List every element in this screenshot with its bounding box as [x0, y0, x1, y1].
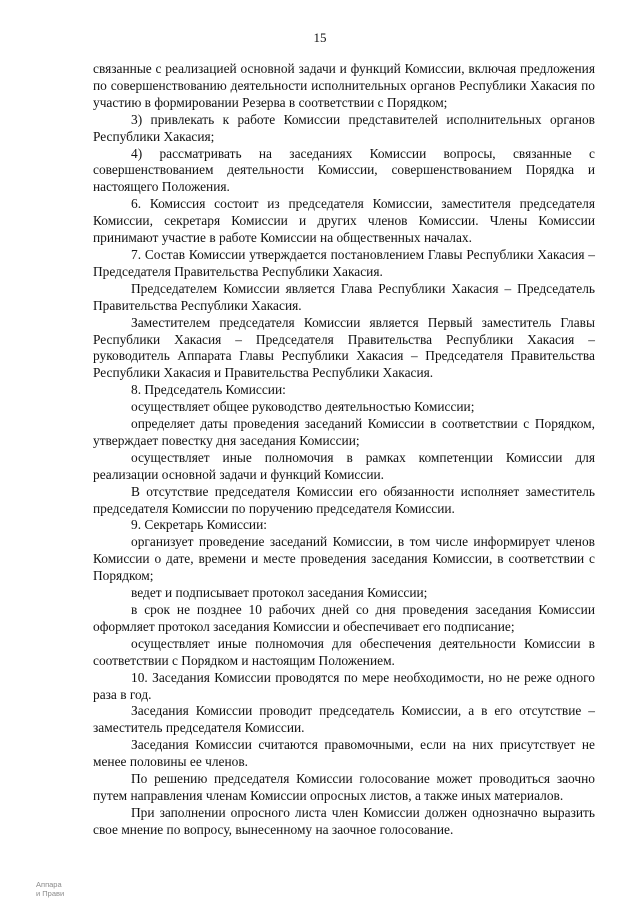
paragraph: По решению председателя Комиссии голосование может проводиться заочно путем направления членам Комиссии опросных листов, а также иных материалов. [93, 771, 595, 803]
paragraph: определяет даты проведения заседаний Комиссии в соответствии с Порядком, утверждает повестку дня заседания Комиссии; [93, 416, 595, 448]
paragraph: 3) привлекать к работе Комиссии представителей исполнительных органов Республики Хакасия; [93, 111, 595, 144]
paragraph: 7. Состав Комиссии утверждается постановлением Главы Республики Хакасия – Председателя Правительства Республики Хакасия. [93, 246, 595, 279]
stamp-line: Аппара [36, 880, 62, 889]
paragraph: 8. Председатель Комиссии: [131, 382, 286, 398]
paragraph: В отсутствие председателя Комиссии его обязанности исполняет заместитель председателя Комиссии по поручению председателя Комиссии. [93, 483, 595, 516]
paragraph: Заседания Комиссии проводит председатель Комиссии, а в его отсутствие – заместитель председателя Комиссии. [93, 703, 595, 736]
body-text [93, 61, 595, 839]
paragraph: ведет и подписывает протокол заседания Комиссии; [131, 585, 428, 601]
margin-stamp [36, 880, 96, 898]
paragraph: организует проведение заседаний Комиссии, в том числе информирует членов Комиссии о дате, времени и месте проведения заседания Комиссии, в соответствии с Порядком; [93, 534, 595, 584]
paragraph: 4) рассматривать на заседаниях Комиссии вопросы, связанные с совершенствованием деятельности Комиссии, совершенствованием Порядка и настоящего Положения. [93, 145, 595, 195]
paragraph: При заполнении опросного листа член Комиссии должен однозначно выразить свое мнение по вопросу, вынесенному на заочное голосование. [93, 804, 595, 837]
paragraph: в срок не позднее 10 рабочих дней со дня проведения заседания Комиссии оформляет протокол заседания Комиссии и обеспечивает его подписание; [93, 602, 595, 634]
paragraph: Заместителем председателя Комиссии является Первый заместитель Главы Республики Хакасия – Председателя Правительства Республики Хакасия – руководитель Аппарата Главы Республики Хакасия – Председателя Правительства Республики Хакасия и Правительства Республики Хакасия. [93, 314, 595, 381]
stamp-line: и Прави [36, 889, 65, 898]
paragraph: 9. Секретарь Комиссии: [131, 517, 267, 533]
paragraph: 10. Заседания Комиссии проводятся по мере необходимости, но не реже одного раза в год. [93, 669, 595, 702]
paragraph: 6. Комиссия состоит из председателя Комиссии, заместителя председателя Комиссии, секретаря Комиссии и других членов Комиссии. Члены Комиссии принимают участие в работе Комиссии на общественных началах. [93, 196, 595, 246]
paragraph: осуществляет иные полномочия в рамках компетенции Комиссии для реализации основной задачи и функций Комиссии. [93, 449, 595, 482]
paragraph: Председателем Комиссии является Глава Республики Хакасия – Председатель Правительства Республики Хакасия. [93, 280, 595, 313]
paragraph: осуществляет общее руководство деятельностью Комиссии; [131, 399, 475, 415]
page-number: 15 [313, 30, 327, 45]
paragraph: осуществляет иные полномочия для обеспечения деятельности Комиссии в соответствии с Порядком и настоящим Положением. [93, 635, 595, 668]
paragraph: Заседания Комиссии считаются правомочными, если на них присутствует не менее половины ее членов. [93, 737, 595, 770]
paragraph: связанные с реализацией основной задачи и функций Комиссии, включая предложения по совершенствованию деятельности исполнительных органов Республики Хакасия по участию в формировании Резерва в соответствии с Порядком; [93, 61, 595, 110]
